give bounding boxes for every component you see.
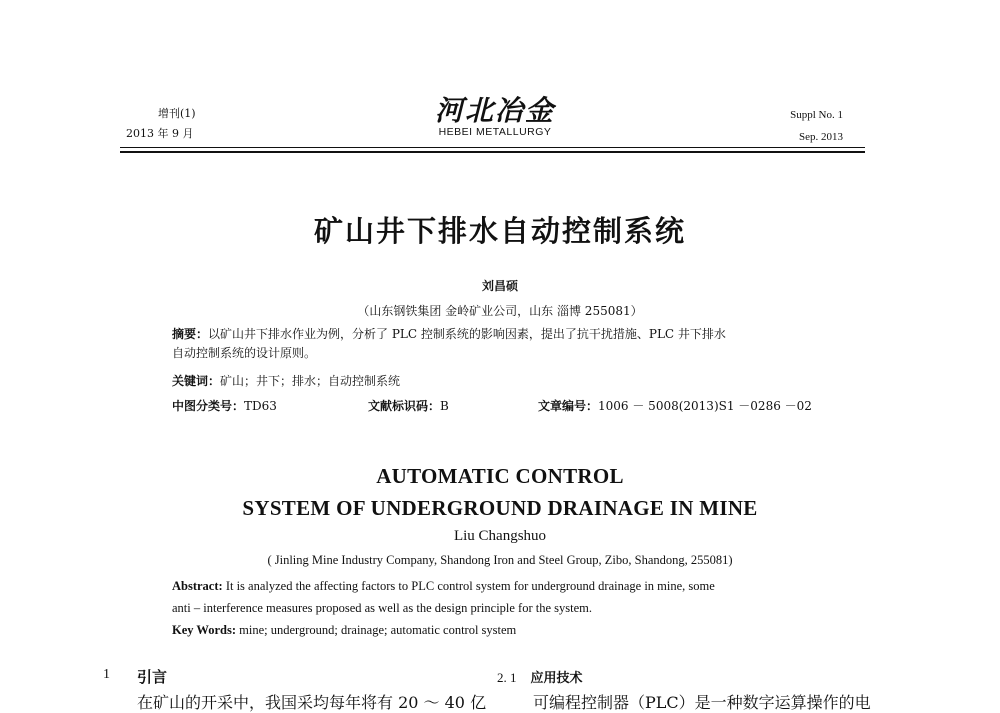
article-no-value: 1006 － 5008(2013)S1 －0286 －02 xyxy=(598,399,812,413)
section-1-title: 引言 xyxy=(137,668,168,686)
issue-en: Suppl No. 1 xyxy=(790,109,843,121)
keywords-cn-label: 关键词： xyxy=(172,374,221,388)
paper-title-en-line2: SYSTEM OF UNDERGROUND DRAINAGE IN MINE xyxy=(242,496,758,520)
abstract-cn-text1: 以矿山井下排水作业为例，分析了 PLC 控制系统的影响因素，提出了抗干扰措施、PLC 井下排水 xyxy=(208,327,726,341)
date-cn: 2013 年 9 月 xyxy=(126,127,194,140)
article-no-label: 文章编号： xyxy=(538,399,599,413)
journal-name-cn: 河北冶金 xyxy=(434,94,555,127)
body-left-partial-line: 在矿山的开采中，我国采均每年将有 20 ～ 40 亿 xyxy=(137,693,487,712)
issue-cn: 增刊(1) xyxy=(158,107,196,120)
journal-name-en: HEBEI METALLURGY xyxy=(438,126,552,138)
doc-code-value: B xyxy=(440,399,449,413)
keywords-cn xyxy=(172,372,812,391)
clc-field xyxy=(172,397,277,414)
abstract-en-label: Abstract: xyxy=(172,579,223,593)
abstract-en-line1 xyxy=(172,575,812,597)
doc-code-field xyxy=(368,397,449,414)
keywords-en-label: Key Words: xyxy=(172,623,237,637)
abstract-cn-text2: 自动控制系统的设计原则。 xyxy=(172,346,317,360)
header-issue-en-block xyxy=(790,104,843,148)
paper-title-cn: 矿山井下排水自动控制系统 xyxy=(313,214,686,248)
clc-label: 中图分类号： xyxy=(172,399,245,413)
author-cn: 刘昌硕 xyxy=(481,279,518,293)
abstract-cn-label: 摘要： xyxy=(172,327,209,341)
section-1-number: 1 xyxy=(103,667,110,682)
body-right-partial-line: 可编程控制器（PLC）是一种数字运算操作的电 xyxy=(533,693,871,712)
clc-value: TD63 xyxy=(244,399,277,413)
keywords-en-text: mine; underground; drainage; automatic control system xyxy=(236,623,517,637)
abstract-cn-line1 xyxy=(172,325,812,344)
keywords-en xyxy=(172,619,812,641)
header-rule-thin xyxy=(120,147,865,148)
abstract-en xyxy=(172,575,812,641)
doc-code-label: 文献标识码： xyxy=(368,399,441,413)
header-rule-thick xyxy=(120,151,865,153)
abstract-en-text2: anti – interference measures proposed as well as the design principle for the system. xyxy=(172,601,593,615)
author-en: Liu Changshuo xyxy=(453,528,547,544)
paper-title-en-line1: AUTOMATIC CONTROL xyxy=(376,464,624,488)
abstract-cn xyxy=(172,325,812,363)
article-no-field xyxy=(538,397,812,414)
section-2-1-heading xyxy=(497,667,583,686)
abstract-en-text1: It is analyzed the affecting factors to PLC control system for underground drainage in mine, some xyxy=(222,579,715,593)
section-2-1-title: 应用技术 xyxy=(530,671,583,686)
affiliation-en: ( Jinling Mine Industry Company, Shandong Iron and Steel Group, Zibo, Shandong, 255081) xyxy=(267,553,733,567)
journal-masthead xyxy=(410,96,580,138)
affiliation-cn: （山东钢铁集团 金岭矿业公司，山东 淄博 255081） xyxy=(357,304,643,318)
keywords-cn-text: 矿山；井下；排水；自动控制系统 xyxy=(220,374,401,388)
date-en: Sep. 2013 xyxy=(799,131,843,143)
header-issue-block xyxy=(126,104,196,144)
section-2-1-number: 2. 1 xyxy=(497,670,517,685)
